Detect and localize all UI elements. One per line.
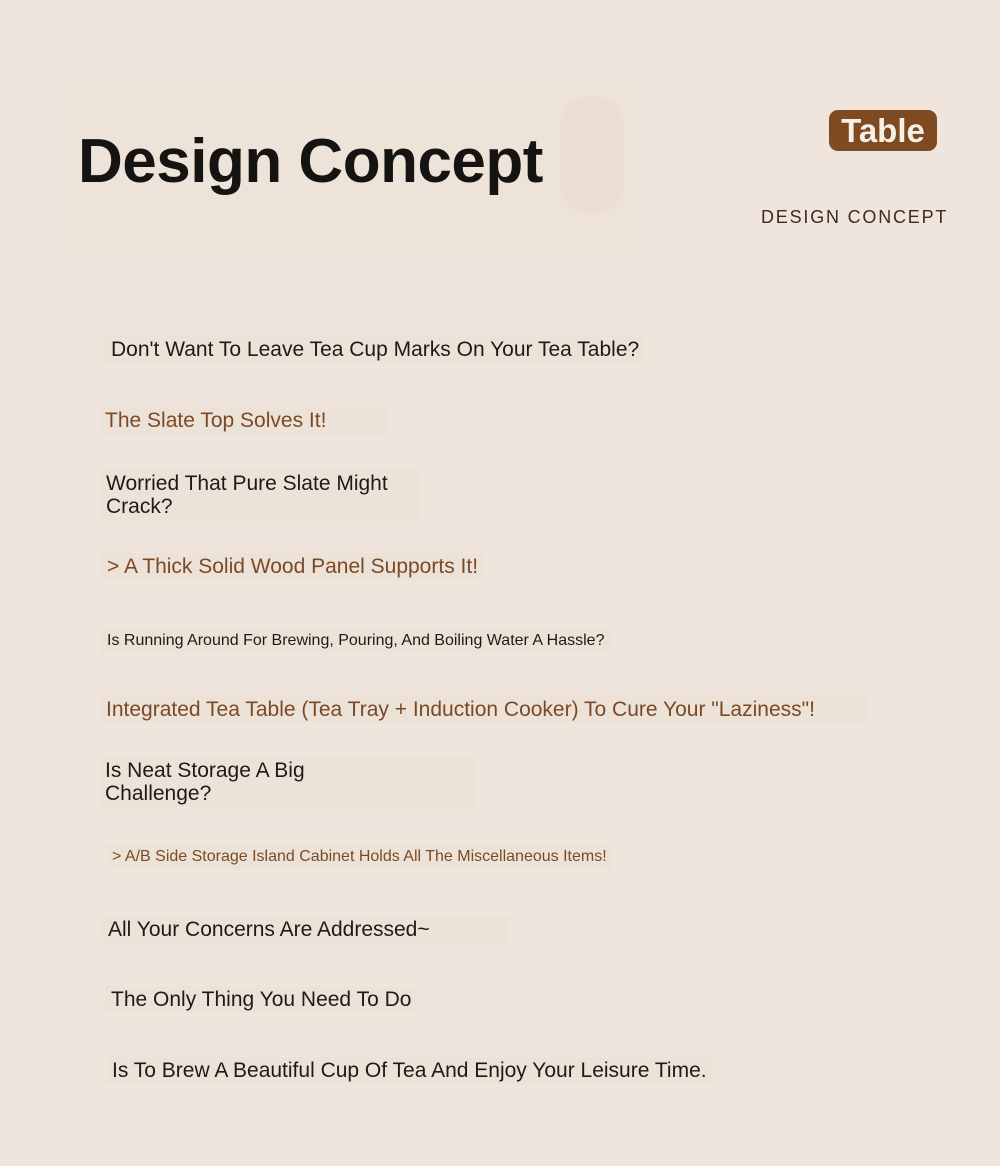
category-badge: Table: [829, 110, 937, 151]
answer-solid-wood-panel: > A Thick Solid Wood Panel Supports It!: [101, 553, 484, 580]
page-subtitle: DESIGN CONCEPT: [761, 207, 949, 227]
statement-concerns-addressed: All Your Concerns Are Addressed~: [102, 916, 510, 943]
title-backdrop-shade: [560, 96, 624, 214]
question-brewing-hassle: Is Running Around For Brewing, Pouring, And Boiling Water A Hassle?: [101, 627, 610, 654]
question-slate-crack: Worried That Pure Slate Might Crack?: [100, 470, 422, 520]
question-tea-cup-marks: Don't Want To Leave Tea Cup Marks On Your Tea Table?: [105, 336, 645, 363]
statement-brew-tea: Is To Brew A Beautiful Cup Of Tea And Enjoy Your Leisure Time.: [106, 1057, 713, 1084]
answer-storage-cabinet: > A/B Side Storage Island Cabinet Holds All The Miscellaneous Items!: [106, 843, 613, 870]
question-neat-storage: Is Neat Storage A Big Challenge?: [99, 757, 475, 807]
page-title: Design Concept: [78, 127, 543, 196]
answer-integrated-tea-table: Integrated Tea Table (Tea Tray + Induction Cooker) To Cure Your "Laziness"!: [100, 696, 867, 723]
answer-slate-top: The Slate Top Solves It!: [99, 407, 386, 434]
statement-only-thing: The Only Thing You Need To Do: [105, 986, 417, 1013]
